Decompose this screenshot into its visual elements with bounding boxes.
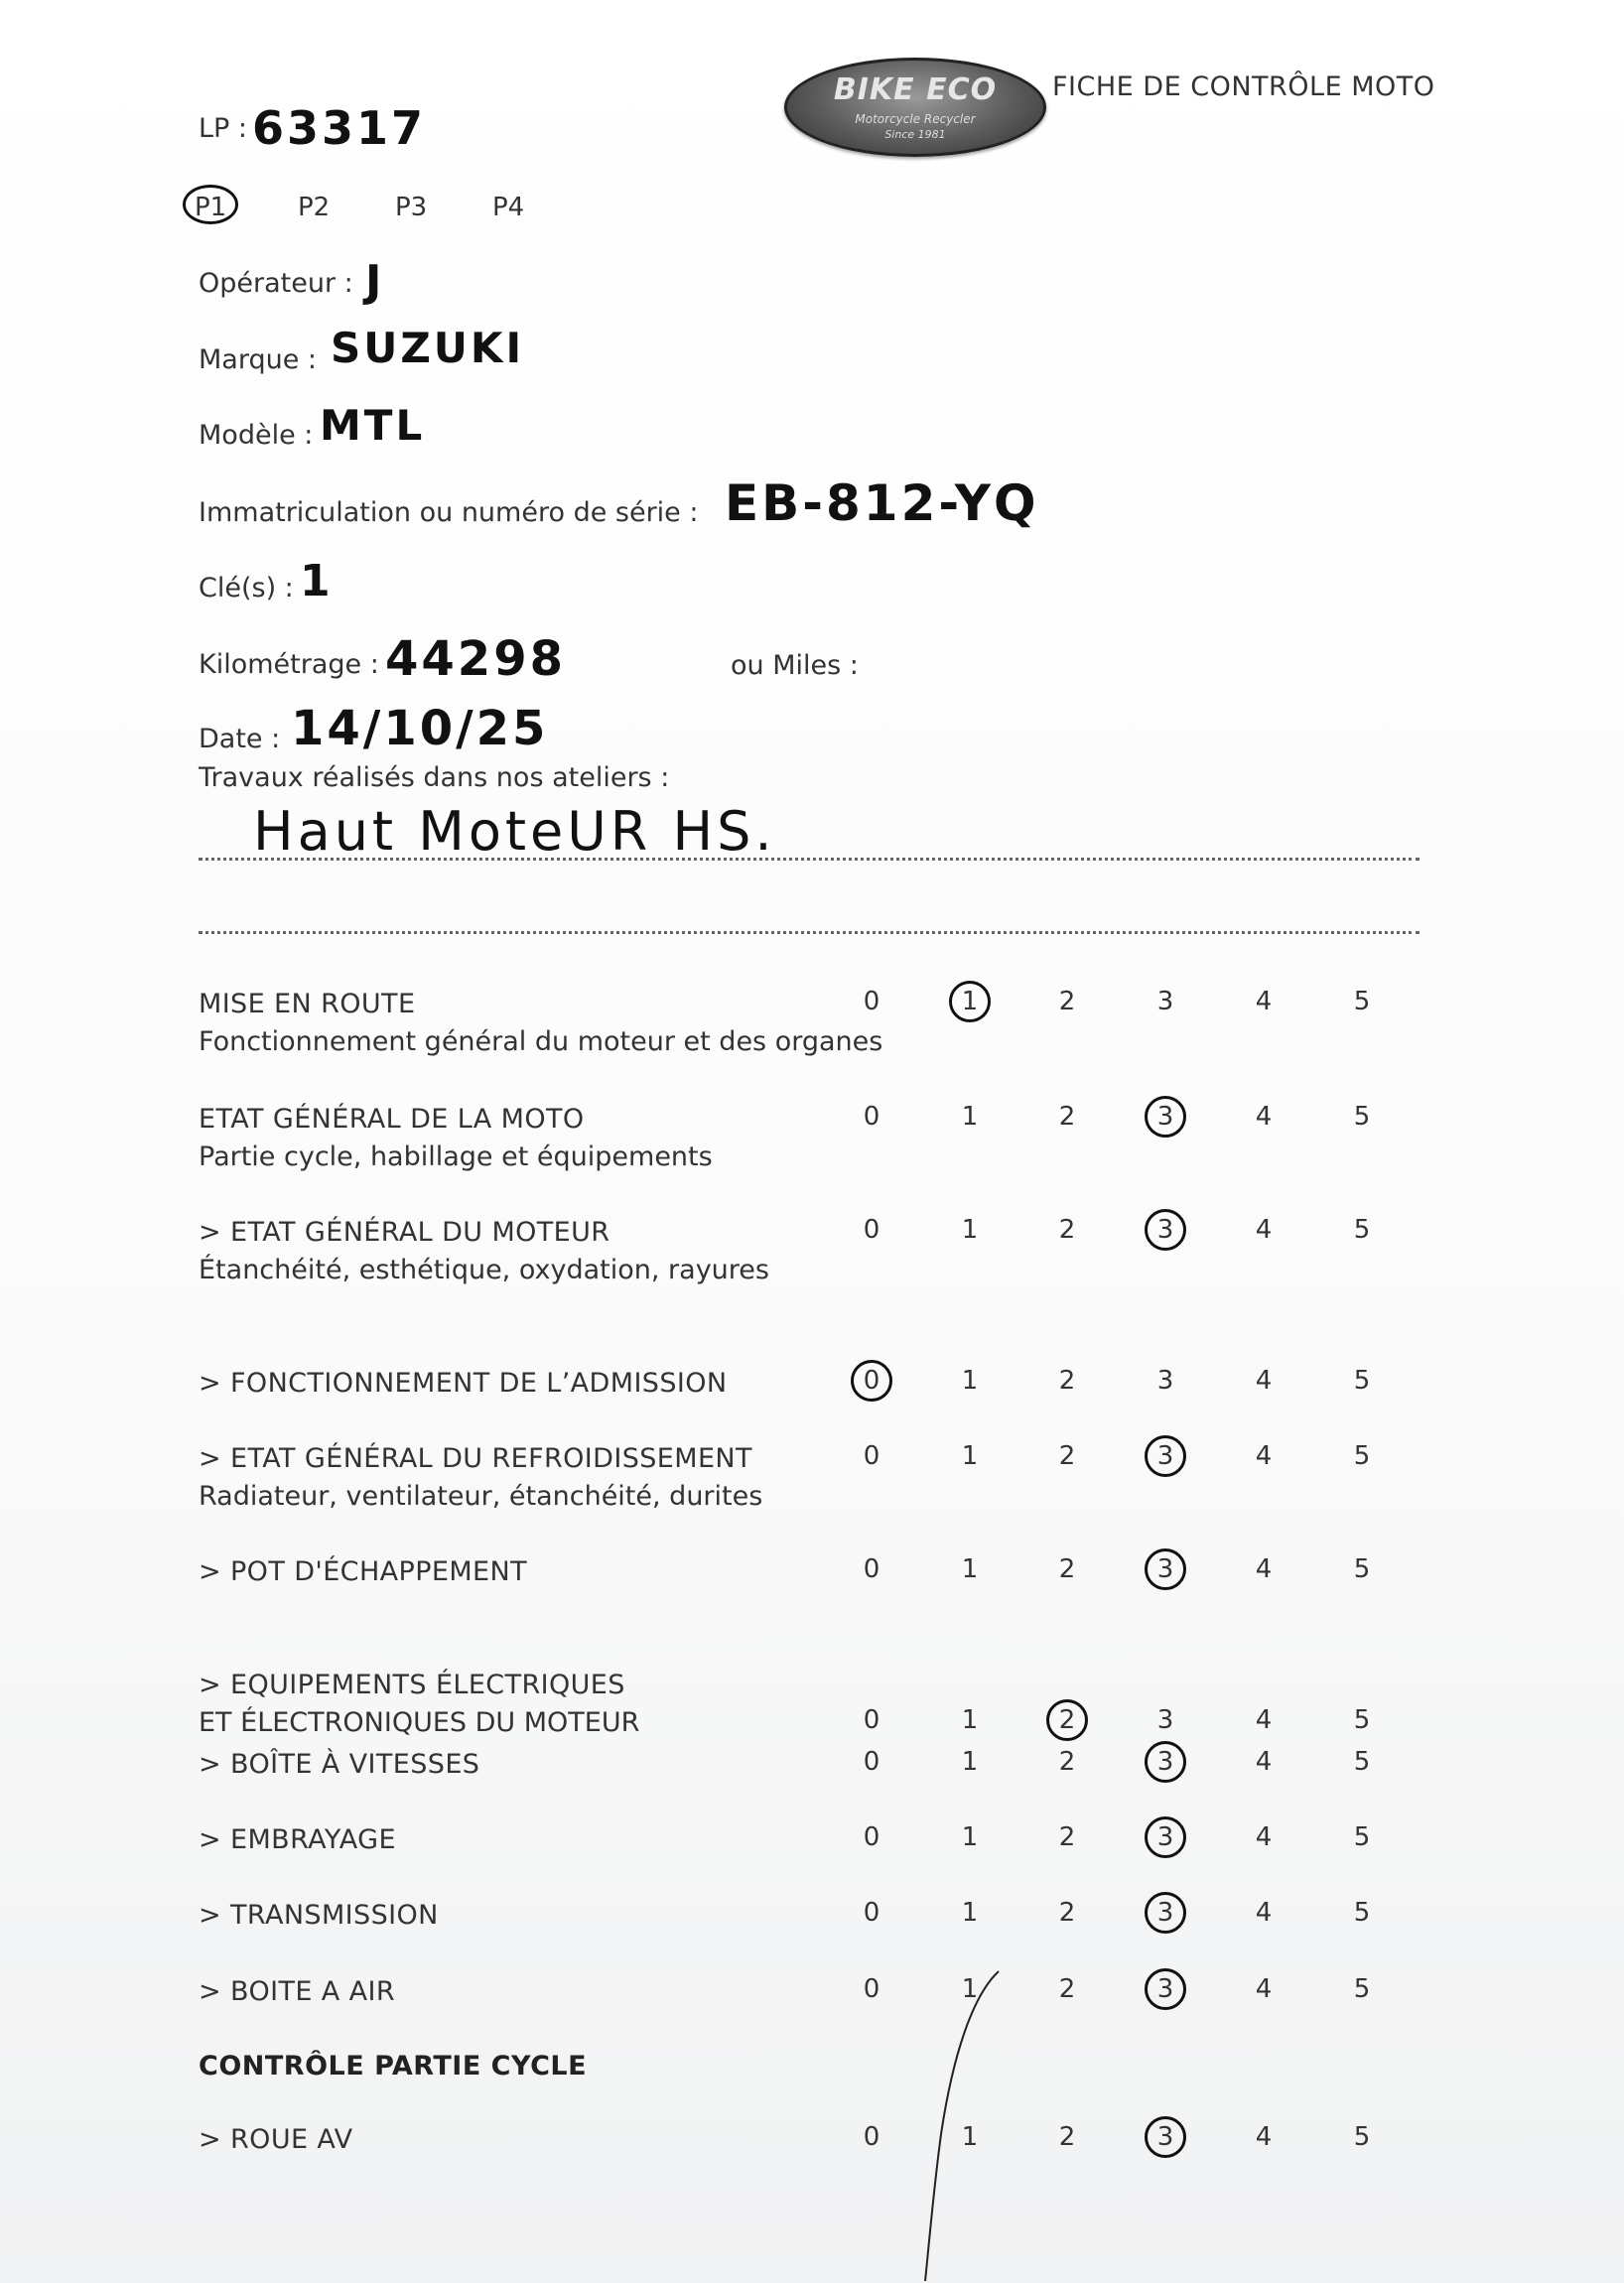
rating-row-1-subtitle: Fonctionnement général du moteur et des organes: [199, 1026, 883, 1057]
rating-row-11-score-5[interactable]: 5: [1353, 1974, 1371, 2004]
date-value[interactable]: 14/10/25: [291, 701, 549, 756]
rating-row-3-score-3[interactable]: 3: [1156, 1215, 1174, 1245]
rating-row-8-score-5[interactable]: 5: [1353, 1747, 1371, 1777]
rating-row-10-score-4[interactable]: 4: [1255, 1898, 1273, 1928]
rating-row-3-score-5[interactable]: 5: [1353, 1215, 1371, 1245]
rating-row-8-score-3[interactable]: 3: [1156, 1747, 1174, 1777]
rating-row-11-score-3[interactable]: 3: [1156, 1974, 1174, 2004]
rating-row-2-score-5[interactable]: 5: [1353, 1102, 1371, 1132]
rating-row-8-score-4[interactable]: 4: [1255, 1747, 1273, 1777]
rating-row-11-score-4[interactable]: 4: [1255, 1974, 1273, 2004]
rating-row-5-score-2[interactable]: 2: [1058, 1441, 1076, 1471]
lp-label: LP :: [199, 113, 248, 144]
rating-row-1-title: MISE EN ROUTE: [199, 989, 416, 1019]
rating-row-4-score-3[interactable]: 3: [1156, 1366, 1174, 1396]
rating-row-6-score-0[interactable]: 0: [863, 1554, 880, 1584]
rating-row-1-score-1[interactable]: 1: [961, 987, 979, 1016]
rating-row-7-score-0[interactable]: 0: [863, 1705, 880, 1735]
rating-row-7-score-4[interactable]: 4: [1255, 1705, 1273, 1735]
rating-row-1-selected-circle: [949, 981, 991, 1022]
rating-row-3-score-1[interactable]: 1: [961, 1215, 979, 1245]
rating-row-9-title: > EMBRAYAGE: [199, 1824, 396, 1855]
logo-tagline: Motorcycle Recycler: [855, 112, 976, 126]
rating-row-6-score-5[interactable]: 5: [1353, 1554, 1371, 1584]
rating-row-9-score-4[interactable]: 4: [1255, 1822, 1273, 1852]
selected-position-circle: [183, 185, 238, 224]
rating-row-6-score-4[interactable]: 4: [1255, 1554, 1273, 1584]
position-p3[interactable]: P3: [395, 193, 428, 222]
rating-row-2-score-2[interactable]: 2: [1058, 1102, 1076, 1132]
rating-row-6-score-1[interactable]: 1: [961, 1554, 979, 1584]
registration-label: Immatriculation ou numéro de série :: [199, 497, 699, 528]
operator-label: Opérateur :: [199, 268, 353, 299]
cycle-row-1-score-2[interactable]: 2: [1058, 2122, 1076, 2152]
rating-row-5-score-5[interactable]: 5: [1353, 1441, 1371, 1471]
mileage-value[interactable]: 44298: [385, 631, 566, 687]
lp-value[interactable]: 63317: [252, 101, 427, 155]
rating-row-10-score-2[interactable]: 2: [1058, 1898, 1076, 1928]
rating-row-7-title: > EQUIPEMENTS ÉLECTRIQUES: [199, 1670, 625, 1700]
operator-value[interactable]: J: [365, 256, 385, 307]
rating-row-2-selected-circle: [1145, 1096, 1186, 1138]
rating-row-9-score-2[interactable]: 2: [1058, 1822, 1076, 1852]
rating-row-3-title: > ETAT GÉNÉRAL DU MOTEUR: [199, 1217, 610, 1248]
rating-row-9-score-3[interactable]: 3: [1156, 1822, 1174, 1852]
registration-value[interactable]: EB-812-YQ: [725, 474, 1039, 532]
work-label: Travaux réalisés dans nos ateliers :: [199, 762, 670, 793]
keys-value[interactable]: 1: [300, 556, 334, 606]
logo-brand-name: BIKE ECO: [833, 72, 998, 107]
rating-row-1-score-5[interactable]: 5: [1353, 987, 1371, 1016]
rating-row-6-score-2[interactable]: 2: [1058, 1554, 1076, 1584]
rating-row-4-score-1[interactable]: 1: [961, 1366, 979, 1396]
rating-row-1-score-4[interactable]: 4: [1255, 987, 1273, 1016]
rating-row-5-score-3[interactable]: 3: [1156, 1441, 1174, 1471]
cycle-row-1-score-4[interactable]: 4: [1255, 2122, 1273, 2152]
mileage-label: Kilométrage :: [199, 649, 379, 680]
rating-row-3-score-2[interactable]: 2: [1058, 1215, 1076, 1245]
rating-row-11-selected-circle: [1145, 1968, 1186, 2010]
rating-row-2-score-3[interactable]: 3: [1156, 1102, 1174, 1132]
rating-row-6-selected-circle: [1145, 1548, 1186, 1590]
miles-label: ou Miles :: [731, 650, 859, 681]
work-line-1: [199, 858, 1420, 861]
rating-row-7-selected-circle: [1046, 1699, 1088, 1741]
rating-row-7-score-2[interactable]: 2: [1058, 1705, 1076, 1735]
rating-row-10-score-5[interactable]: 5: [1353, 1898, 1371, 1928]
rating-row-2-score-4[interactable]: 4: [1255, 1102, 1273, 1132]
rating-row-7-score-3[interactable]: 3: [1156, 1705, 1174, 1735]
keys-label: Clé(s) :: [199, 573, 294, 604]
rating-row-5-score-0[interactable]: 0: [863, 1441, 880, 1471]
rating-row-4-score-5[interactable]: 5: [1353, 1366, 1371, 1396]
cycle-row-1-score-0[interactable]: 0: [863, 2122, 880, 2152]
rating-row-3-selected-circle: [1145, 1209, 1186, 1251]
cycle-row-1-score-5[interactable]: 5: [1353, 2122, 1371, 2152]
model-label: Modèle :: [199, 420, 314, 451]
cycle-row-1-score-3[interactable]: 3: [1156, 2122, 1174, 2152]
rating-row-10-score-1[interactable]: 1: [961, 1898, 979, 1928]
cycle-row-1-selected-circle: [1145, 2116, 1186, 2158]
rating-row-1-score-3[interactable]: 3: [1156, 987, 1174, 1016]
rating-row-8-title: > BOÎTE À VITESSES: [199, 1749, 480, 1780]
rating-row-7-score-5[interactable]: 5: [1353, 1705, 1371, 1735]
rating-row-2-title: ETAT GÉNÉRAL DE LA MOTO: [199, 1104, 585, 1135]
rating-row-5-title: > ETAT GÉNÉRAL DU REFROIDISSEMENT: [199, 1443, 752, 1474]
rating-row-5-score-1[interactable]: 1: [961, 1441, 979, 1471]
rating-row-9-score-5[interactable]: 5: [1353, 1822, 1371, 1852]
rating-row-4-selected-circle: [851, 1360, 892, 1402]
rating-row-8-selected-circle: [1145, 1741, 1186, 1783]
position-p2[interactable]: P2: [298, 193, 331, 222]
rating-row-5-selected-circle: [1145, 1435, 1186, 1477]
position-p4[interactable]: P4: [492, 193, 525, 222]
rating-row-6-title: > POT D'ÉCHAPPEMENT: [199, 1556, 527, 1587]
work-value[interactable]: Haut MoteUR HS.: [253, 800, 776, 863]
rating-row-10-score-0[interactable]: 0: [863, 1898, 880, 1928]
rating-row-9-score-0[interactable]: 0: [863, 1822, 880, 1852]
rating-row-8-score-1[interactable]: 1: [961, 1747, 979, 1777]
rating-row-1-score-2[interactable]: 2: [1058, 987, 1076, 1016]
date-label: Date :: [199, 724, 281, 754]
rating-row-4-score-0[interactable]: 0: [863, 1366, 880, 1396]
cycle-row-1-score-1[interactable]: 1: [961, 2122, 979, 2152]
position-p1[interactable]: P1: [195, 193, 227, 222]
rating-row-2-subtitle: Partie cycle, habillage et équipements: [199, 1142, 713, 1172]
rating-row-10-selected-circle: [1145, 1892, 1186, 1934]
form-title: FICHE DE CONTRÔLE MOTO: [1052, 71, 1435, 102]
rating-row-4-score-2[interactable]: 2: [1058, 1366, 1076, 1396]
brand-label: Marque :: [199, 344, 318, 375]
rating-row-3-score-0[interactable]: 0: [863, 1215, 880, 1245]
cycle-row-1-title: > ROUE AV: [199, 2124, 353, 2155]
rating-row-5-score-4[interactable]: 4: [1255, 1441, 1273, 1471]
rating-row-8-score-0[interactable]: 0: [863, 1747, 880, 1777]
rating-row-10-title: > TRANSMISSION: [199, 1900, 439, 1931]
rating-row-11-score-0[interactable]: 0: [863, 1974, 880, 2004]
rating-row-7-subtitle: ET ÉLECTRONIQUES DU MOTEUR: [199, 1707, 640, 1738]
rating-row-6-score-3[interactable]: 3: [1156, 1554, 1174, 1584]
rating-row-9-score-1[interactable]: 1: [961, 1822, 979, 1852]
pen-stroke: [893, 1965, 1013, 2283]
rating-row-7-score-1[interactable]: 1: [961, 1705, 979, 1735]
rating-row-8-score-2[interactable]: 2: [1058, 1747, 1076, 1777]
rating-row-3-score-4[interactable]: 4: [1255, 1215, 1273, 1245]
rating-row-11-score-1[interactable]: 1: [961, 1974, 979, 2004]
work-line-2: [199, 931, 1420, 934]
rating-row-1-score-0[interactable]: 0: [863, 987, 880, 1016]
rating-row-10-score-3[interactable]: 3: [1156, 1898, 1174, 1928]
logo-since: Since 1981: [884, 128, 946, 141]
rating-row-4-title: > FONCTIONNEMENT DE L’ADMISSION: [199, 1368, 728, 1399]
rating-row-2-score-0[interactable]: 0: [863, 1102, 880, 1132]
rating-row-9-selected-circle: [1145, 1816, 1186, 1858]
rating-row-2-score-1[interactable]: 1: [961, 1102, 979, 1132]
rating-row-3-subtitle: Étanchéité, esthétique, oxydation, rayures: [199, 1255, 769, 1285]
rating-row-4-score-4[interactable]: 4: [1255, 1366, 1273, 1396]
rating-row-5-subtitle: Radiateur, ventilateur, étanchéité, durites: [199, 1481, 763, 1512]
model-value[interactable]: MTL: [320, 401, 426, 450]
brand-value[interactable]: SUZUKI: [331, 324, 525, 372]
rating-row-11-score-2[interactable]: 2: [1058, 1974, 1076, 2004]
section-cycle-title: CONTRÔLE PARTIE CYCLE: [199, 2051, 588, 2082]
bike-eco-logo: [784, 58, 1046, 157]
rating-row-11-title: > BOITE A AIR: [199, 1976, 396, 2007]
